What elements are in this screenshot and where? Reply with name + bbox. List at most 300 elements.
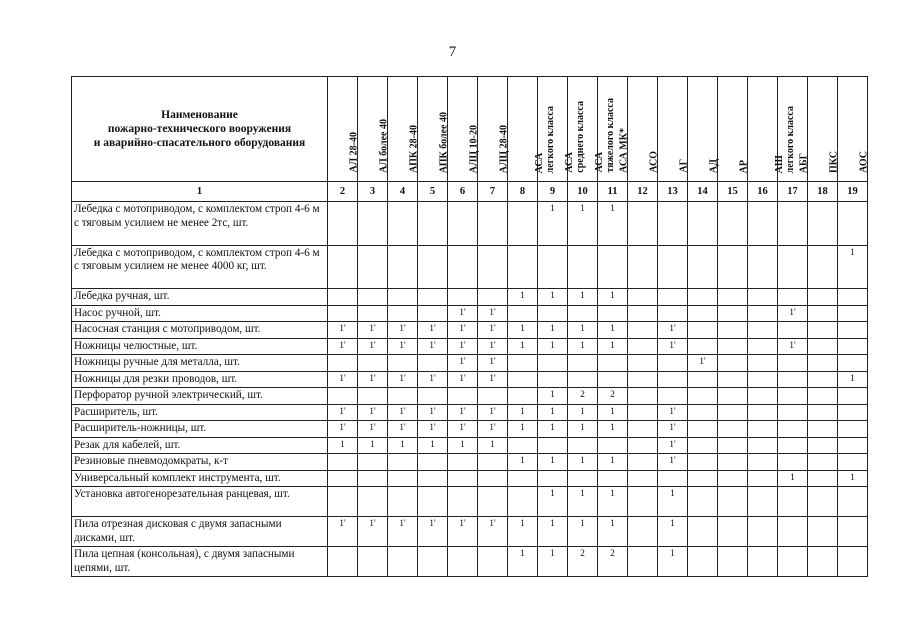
quantity-cell (448, 245, 478, 289)
quantity-cell: 1 (568, 404, 598, 421)
quantity-cell (748, 322, 778, 339)
quantity-cell: 1 (508, 547, 538, 577)
column-header-text: АСА тяжелого класса (593, 98, 616, 173)
quantity-cell: 1 (568, 454, 598, 471)
quantity-cell: 1 (568, 289, 598, 306)
column-header-18 (808, 77, 838, 182)
quantity-cell (628, 437, 658, 454)
quantity-cell (418, 305, 448, 322)
quantity-cell (718, 202, 748, 246)
column-number: 16 (748, 182, 778, 202)
quantity-cell (448, 202, 478, 246)
equipment-name: Пила отрезная дисковая с двумя запасными дисками, шт. (72, 517, 328, 547)
equipment-name: Резиновые пневмодомкраты, к-т (72, 454, 328, 471)
quantity-cell (748, 202, 778, 246)
column-number: 13 (658, 182, 688, 202)
equipment-name: Пила цепная (консольная), с двумя запасными цепями, шт. (72, 547, 328, 577)
table-row (72, 517, 868, 547)
quantity-cell (358, 202, 388, 246)
quantity-cell (718, 404, 748, 421)
quantity-cell (508, 355, 538, 372)
equipment-name: Ножницы ручные для металла, шт. (72, 355, 328, 372)
quantity-cell: 1' (328, 404, 358, 421)
quantity-cell (658, 371, 688, 388)
quantity-cell (778, 404, 808, 421)
column-header-9 (538, 77, 586, 182)
quantity-cell (658, 305, 688, 322)
quantity-cell: 1' (388, 404, 418, 421)
page-number: 7 (448, 44, 457, 60)
quantity-cell: 1 (568, 487, 598, 517)
quantity-cell (598, 470, 628, 487)
quantity-cell (688, 371, 718, 388)
quantity-cell (808, 305, 838, 322)
quantity-cell: 1' (478, 322, 508, 339)
quantity-cell: 1' (388, 517, 418, 547)
quantity-cell (778, 421, 808, 438)
equipment-name: Резак для кабелей, шт. (72, 437, 328, 454)
quantity-cell (628, 338, 658, 355)
quantity-cell (418, 289, 448, 306)
quantity-cell: 1' (448, 305, 478, 322)
quantity-cell (718, 289, 748, 306)
column-number: 2 (328, 182, 358, 202)
quantity-cell (688, 487, 718, 517)
quantity-cell (718, 338, 748, 355)
quantity-cell (808, 289, 838, 306)
quantity-cell (748, 371, 778, 388)
quantity-cell (688, 388, 718, 405)
equipment-name: Ножницы для резки проводов, шт. (72, 371, 328, 388)
quantity-cell (598, 371, 628, 388)
quantity-cell: 1 (538, 547, 568, 577)
quantity-cell (688, 245, 718, 289)
quantity-cell (808, 245, 838, 289)
quantity-cell: 1' (418, 338, 448, 355)
column-header-14 (688, 77, 718, 182)
quantity-cell (328, 355, 358, 372)
quantity-cell (358, 355, 388, 372)
column-number: 3 (358, 182, 388, 202)
equipment-name: Ножницы челюстные, шт. (72, 338, 328, 355)
table-row (72, 470, 868, 487)
table-row (72, 245, 868, 289)
quantity-cell (688, 454, 718, 471)
quantity-cell (658, 388, 688, 405)
quantity-cell (448, 289, 478, 306)
quantity-cell (328, 388, 358, 405)
quantity-cell (688, 289, 718, 306)
quantity-cell: 1 (838, 371, 868, 388)
quantity-cell (808, 371, 838, 388)
quantity-cell: 1 (598, 487, 628, 517)
quantity-cell (628, 245, 658, 289)
quantity-cell (808, 355, 838, 372)
quantity-cell (388, 547, 418, 577)
quantity-cell: 2 (568, 388, 598, 405)
quantity-cell: 1 (568, 517, 598, 547)
quantity-cell (718, 388, 748, 405)
quantity-cell: 1 (838, 470, 868, 487)
quantity-cell (808, 470, 838, 487)
quantity-cell: 1 (478, 437, 508, 454)
quantity-cell (628, 289, 658, 306)
quantity-cell (748, 470, 778, 487)
quantity-cell (688, 470, 718, 487)
quantity-cell: 1 (538, 289, 568, 306)
quantity-cell (718, 487, 748, 517)
quantity-cell (748, 421, 778, 438)
column-header-6 (448, 77, 478, 182)
quantity-cell (778, 437, 808, 454)
quantity-cell: 1' (328, 338, 358, 355)
quantity-cell: 1' (478, 355, 508, 372)
quantity-cell: 1 (568, 421, 598, 438)
quantity-cell (448, 487, 478, 517)
column-number: 18 (808, 182, 838, 202)
quantity-cell: 1' (478, 421, 508, 438)
equipment-name: Насос ручной, шт. (72, 305, 328, 322)
quantity-cell (538, 355, 568, 372)
quantity-cell (658, 245, 688, 289)
quantity-cell: 2 (598, 547, 628, 577)
quantity-cell (628, 355, 658, 372)
quantity-cell (808, 404, 838, 421)
quantity-cell (658, 355, 688, 372)
table-row (72, 371, 868, 388)
quantity-cell (508, 470, 538, 487)
quantity-cell: 1' (358, 371, 388, 388)
quantity-cell: 1' (358, 421, 388, 438)
column-header-19 (838, 77, 868, 182)
quantity-cell: 1' (658, 404, 688, 421)
quantity-cell (478, 388, 508, 405)
quantity-cell (808, 421, 838, 438)
quantity-cell (508, 487, 538, 517)
quantity-cell: 1 (838, 245, 868, 289)
quantity-cell (328, 470, 358, 487)
quantity-cell: 1 (598, 289, 628, 306)
quantity-cell: 1' (478, 338, 508, 355)
quantity-cell (748, 355, 778, 372)
name-column-header-text: Наименование пожарно-технического вооружения и аварийно-спасательного оборудования (93, 109, 306, 149)
quantity-cell (388, 454, 418, 471)
quantity-cell (478, 454, 508, 471)
table-row (72, 289, 868, 306)
quantity-cell: 1 (568, 322, 598, 339)
quantity-cell (748, 454, 778, 471)
quantity-cell (538, 305, 568, 322)
quantity-cell (358, 305, 388, 322)
quantity-cell: 1' (778, 305, 808, 322)
quantity-cell (628, 470, 658, 487)
quantity-cell (808, 517, 838, 547)
quantity-cell: 1 (598, 454, 628, 471)
quantity-cell (718, 517, 748, 547)
equipment-name: Расширитель-ножницы, шт. (72, 421, 328, 438)
quantity-cell (358, 454, 388, 471)
column-header-text: АСА легкого класса (533, 105, 556, 173)
quantity-cell (778, 487, 808, 517)
equipment-name: Расширитель, шт. (72, 404, 328, 421)
quantity-cell (808, 547, 838, 577)
quantity-cell (418, 355, 448, 372)
table-row (72, 355, 868, 372)
column-header-12 (628, 77, 658, 182)
quantity-cell (388, 289, 418, 306)
quantity-cell (838, 437, 868, 454)
quantity-cell (718, 421, 748, 438)
column-number: 10 (568, 182, 598, 202)
quantity-cell: 1 (388, 437, 418, 454)
quantity-cell (838, 355, 868, 372)
column-header-text: АД (708, 158, 719, 173)
quantity-cell (388, 202, 418, 246)
quantity-cell (418, 388, 448, 405)
quantity-cell (838, 322, 868, 339)
quantity-cell (358, 289, 388, 306)
quantity-cell (628, 421, 658, 438)
quantity-cell (448, 470, 478, 487)
quantity-cell (838, 547, 868, 577)
quantity-cell: 1' (478, 404, 508, 421)
quantity-cell: 1 (598, 322, 628, 339)
quantity-cell (718, 547, 748, 577)
quantity-cell (628, 517, 658, 547)
quantity-cell (478, 289, 508, 306)
quantity-cell: 1 (538, 338, 568, 355)
column-number: 15 (718, 182, 748, 202)
quantity-cell: 1' (418, 517, 448, 547)
column-number: 6 (448, 182, 478, 202)
table-row (72, 404, 868, 421)
quantity-cell (808, 322, 838, 339)
quantity-cell: 2 (598, 388, 628, 405)
quantity-cell (688, 517, 718, 547)
quantity-cell (508, 245, 538, 289)
column-number: 7 (478, 182, 508, 202)
quantity-cell: 1' (328, 517, 358, 547)
quantity-cell (688, 437, 718, 454)
quantity-cell (478, 470, 508, 487)
column-header-text: АОС (858, 151, 869, 173)
equipment-table (71, 76, 868, 577)
quantity-cell (808, 454, 838, 471)
quantity-cell (778, 289, 808, 306)
quantity-cell: 1 (778, 470, 808, 487)
quantity-cell (568, 470, 598, 487)
quantity-cell (718, 245, 748, 289)
quantity-cell (718, 454, 748, 471)
column-header-11 (598, 77, 628, 182)
table-row (72, 437, 868, 454)
quantity-cell (748, 289, 778, 306)
quantity-cell (418, 202, 448, 246)
quantity-cell (778, 355, 808, 372)
column-header-2 (328, 77, 358, 182)
quantity-cell (418, 454, 448, 471)
column-header-text: ПКС (828, 150, 839, 173)
quantity-cell (838, 338, 868, 355)
column-header-text: АЛ более 40 (378, 119, 389, 173)
quantity-cell (658, 202, 688, 246)
quantity-cell: 1 (358, 437, 388, 454)
quantity-cell (538, 437, 568, 454)
quantity-cell (778, 371, 808, 388)
quantity-cell (688, 547, 718, 577)
quantity-cell (508, 371, 538, 388)
quantity-cell: 1' (478, 371, 508, 388)
table-row (72, 547, 868, 577)
column-number: 8 (508, 182, 538, 202)
quantity-cell (448, 547, 478, 577)
quantity-cell (778, 454, 808, 471)
quantity-cell (628, 454, 658, 471)
quantity-cell (448, 388, 478, 405)
quantity-cell (328, 487, 358, 517)
quantity-cell (388, 305, 418, 322)
quantity-cell (718, 322, 748, 339)
quantity-cell (568, 305, 598, 322)
quantity-cell: 1' (658, 338, 688, 355)
column-number: 14 (688, 182, 718, 202)
quantity-cell: 1' (358, 517, 388, 547)
quantity-cell: 1' (328, 371, 358, 388)
quantity-cell (478, 547, 508, 577)
quantity-cell: 1' (388, 371, 418, 388)
quantity-cell (628, 487, 658, 517)
quantity-cell (718, 371, 748, 388)
quantity-cell (628, 547, 658, 577)
quantity-cell (388, 487, 418, 517)
quantity-cell: 1 (538, 421, 568, 438)
quantity-cell (328, 454, 358, 471)
quantity-cell (778, 388, 808, 405)
quantity-cell (808, 202, 838, 246)
quantity-cell (388, 355, 418, 372)
quantity-cell: 1 (568, 202, 598, 246)
quantity-cell: 1' (778, 338, 808, 355)
quantity-cell (628, 404, 658, 421)
quantity-cell (328, 289, 358, 306)
name-column-header (72, 77, 328, 182)
quantity-cell: 1' (448, 371, 478, 388)
table-row (72, 322, 868, 339)
quantity-cell (478, 202, 508, 246)
quantity-cell (838, 517, 868, 547)
quantity-cell (508, 388, 538, 405)
quantity-cell (358, 487, 388, 517)
quantity-cell (748, 338, 778, 355)
column-header-text: АР (738, 159, 749, 173)
column-number: 4 (388, 182, 418, 202)
column-header-13 (658, 77, 688, 182)
column-header-8 (508, 77, 556, 182)
equipment-name: Универсальный комплект инструмента, шт. (72, 470, 328, 487)
quantity-cell (778, 547, 808, 577)
quantity-cell: 1 (538, 202, 568, 246)
quantity-cell (718, 470, 748, 487)
quantity-cell (748, 547, 778, 577)
equipment-name: Лебедка ручная, шт. (72, 289, 328, 306)
quantity-cell (388, 245, 418, 289)
quantity-cell (628, 305, 658, 322)
quantity-cell (508, 437, 538, 454)
quantity-cell (778, 245, 808, 289)
quantity-cell: 1' (418, 322, 448, 339)
column-header-3 (358, 77, 388, 182)
column-header-text: АЛЦ 28-40 (498, 124, 509, 173)
quantity-cell: 1 (568, 338, 598, 355)
quantity-cell: 1' (448, 338, 478, 355)
quantity-cell: 1 (538, 454, 568, 471)
quantity-cell (688, 202, 718, 246)
column-number: 9 (538, 182, 568, 202)
quantity-cell (358, 547, 388, 577)
quantity-cell (628, 371, 658, 388)
quantity-cell (808, 437, 838, 454)
quantity-cell: 1' (448, 355, 478, 372)
quantity-cell (568, 371, 598, 388)
quantity-cell: 1 (598, 404, 628, 421)
column-header-text: АЛ 28-40 (348, 132, 359, 173)
column-number: 1 (72, 182, 328, 202)
table-row (72, 202, 868, 246)
quantity-cell: 1' (658, 322, 688, 339)
quantity-cell (748, 245, 778, 289)
quantity-cell (658, 289, 688, 306)
quantity-cell (598, 245, 628, 289)
quantity-cell (838, 305, 868, 322)
column-header-7 (478, 77, 508, 182)
quantity-cell (538, 470, 568, 487)
quantity-cell: 1' (448, 421, 478, 438)
quantity-cell: 1 (448, 437, 478, 454)
quantity-cell: 1' (658, 454, 688, 471)
quantity-cell (718, 305, 748, 322)
quantity-cell (748, 404, 778, 421)
quantity-cell (718, 437, 748, 454)
column-header-text: АСА среднего класса (563, 101, 586, 173)
quantity-cell: 1 (538, 388, 568, 405)
column-header-text: АПК 28-40 (408, 125, 419, 173)
quantity-cell: 1' (478, 517, 508, 547)
quantity-cell (358, 388, 388, 405)
quantity-cell: 1' (328, 421, 358, 438)
quantity-cell (478, 487, 508, 517)
quantity-cell (328, 202, 358, 246)
quantity-cell: 1' (388, 322, 418, 339)
quantity-cell: 1' (688, 355, 718, 372)
quantity-cell (628, 388, 658, 405)
quantity-cell: 1' (388, 421, 418, 438)
quantity-cell: 1' (358, 338, 388, 355)
equipment-name: Насосная станция с мотоприводом, шт. (72, 322, 328, 339)
quantity-cell: 1' (358, 404, 388, 421)
table-row (72, 421, 868, 438)
quantity-cell (418, 487, 448, 517)
quantity-cell (748, 437, 778, 454)
quantity-cell (688, 322, 718, 339)
quantity-cell (628, 202, 658, 246)
quantity-cell: 1 (658, 517, 688, 547)
table-row (72, 305, 868, 322)
table-row (72, 338, 868, 355)
quantity-cell (838, 289, 868, 306)
quantity-cell (418, 470, 448, 487)
quantity-cell: 1 (658, 547, 688, 577)
column-header-text: АСО (648, 151, 659, 173)
